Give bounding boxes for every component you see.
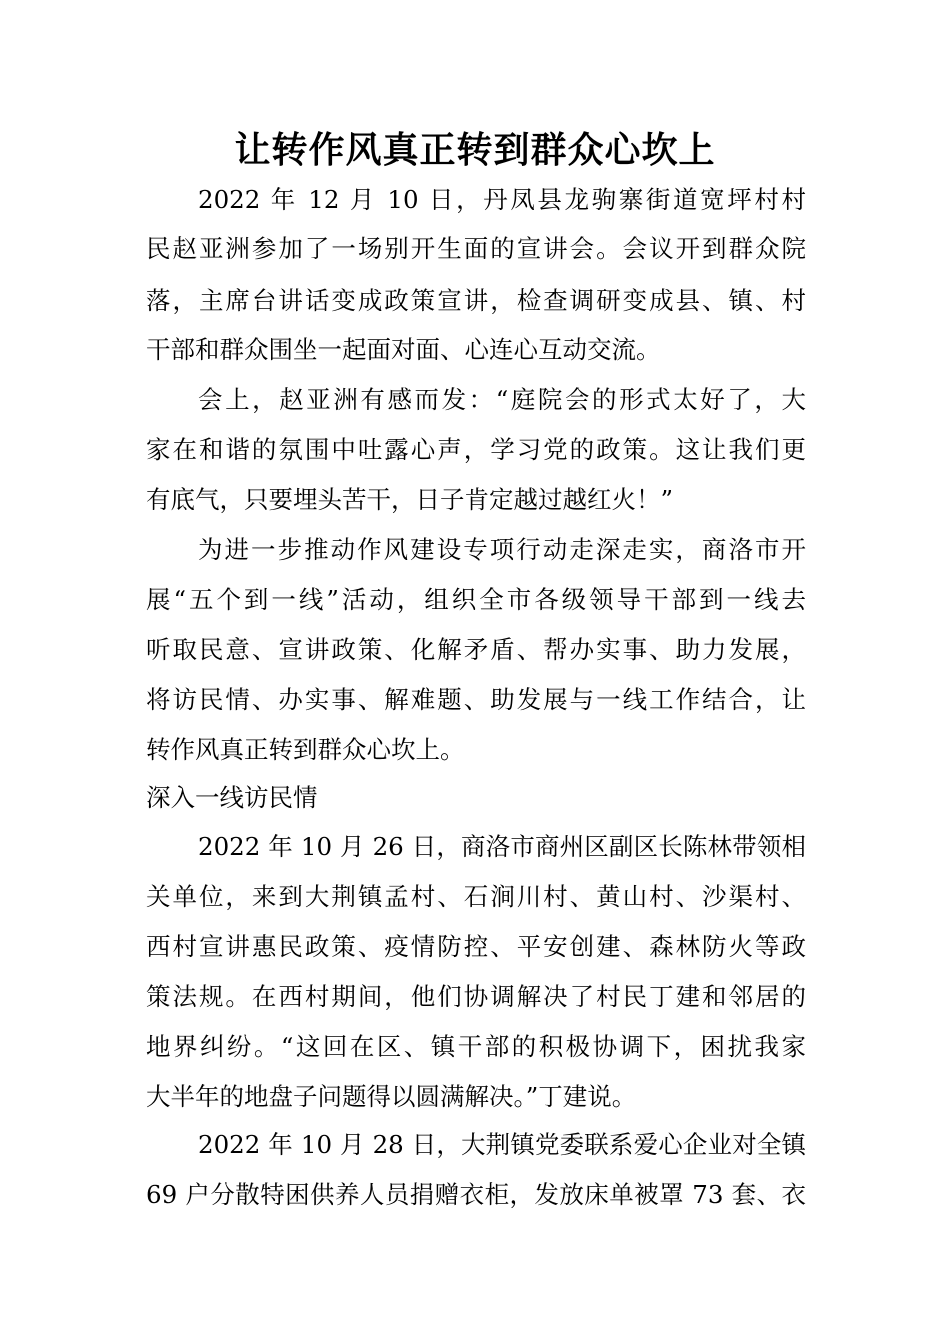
paragraph-line: 民赵亚洲参加了一场别开生面的宣讲会。会议开到群众院 [146, 234, 806, 263]
paragraph-line: 2022 年 12 月 10 日，丹凤县龙驹寨街道宽坪村村 [198, 185, 806, 214]
section-heading: 深入一线访民情 [146, 783, 318, 812]
paragraph-line: 地界纠纷。“这回在区、镇干部的积极协调下，困扰我家 [146, 1032, 806, 1061]
paragraph-line: 听取民意、宣讲政策、化解矛盾、帮办实事、助力发展， [146, 635, 806, 664]
paragraph-line: 会上，赵亚洲有感而发：“庭院会的形式太好了，大 [198, 385, 806, 414]
paragraph-line: 策法规。在西村期间，他们协调解决了村民丁建和邻居的 [146, 982, 806, 1011]
paragraph-line: 为进一步推动作风建设专项行动走深走实，商洛市开 [198, 535, 806, 564]
paragraph-line: 有底气，只要埋头苦干，日子肯定越过越红火！” [146, 485, 674, 514]
paragraph-line: 关单位，来到大荆镇孟村、石涧川村、黄山村、沙渠村、 [146, 882, 806, 911]
paragraph-line: 西村宣讲惠民政策、疫情防控、平安创建、森林防火等政 [146, 932, 806, 961]
paragraph-line: 大半年的地盘子问题得以圆满解决。”丁建说。 [146, 1082, 637, 1111]
paragraph-line: 转作风真正转到群众心坎上。 [146, 735, 465, 764]
paragraph-line: 2022 年 10 月 28 日，大荆镇党委联系爱心企业对全镇 [198, 1130, 806, 1159]
paragraph-line: 将访民情、办实事、解难题、助发展与一线工作结合，让 [146, 685, 806, 714]
paragraph-line: 干部和群众围坐一起面对面、心连心互动交流。 [146, 335, 661, 364]
paragraph-line: 家在和谐的氛围中吐露心声，学习党的政策。这让我们更 [146, 435, 806, 464]
page-title: 让转作风真正转到群众心坎上 [234, 129, 716, 171]
paragraph-line: 落，主席台讲话变成政策宣讲，检查调研变成县、镇、村 [146, 286, 806, 315]
paragraph-line: 2022 年 10 月 26 日，商洛市商州区副区长陈林带领相 [198, 832, 806, 861]
paragraph-line: 69 户分散特困供养人员捐赠衣柜，发放床单被罩 73 套、衣 [146, 1180, 806, 1209]
paragraph-line: 展“五个到一线”活动，组织全市各级领导干部到一线去 [146, 585, 806, 614]
